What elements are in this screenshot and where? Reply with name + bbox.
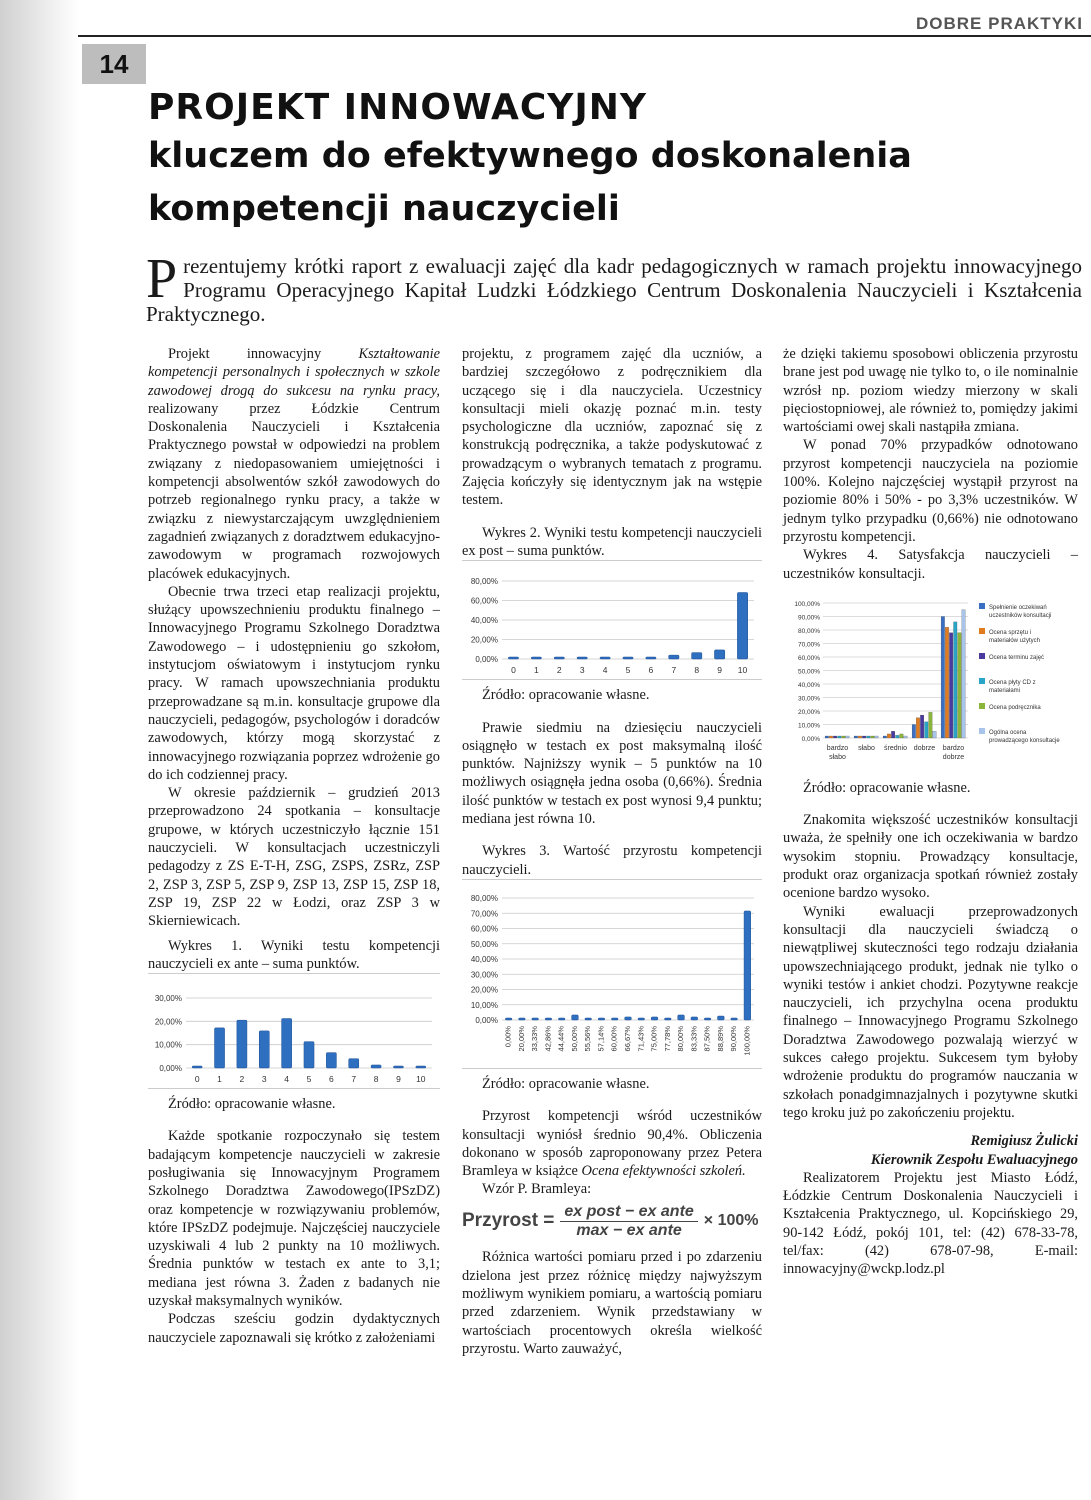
bar [393,1066,403,1068]
bar [829,736,833,738]
x-tick-label: 9 [717,665,723,676]
bar [611,1018,618,1020]
y-tick-label: 90,00% [797,614,820,622]
x-tick-label: 0 [194,1074,200,1085]
title-line-3: kompetencji nauczycieli [148,189,620,229]
legend-label: Ogólna ocena [989,729,1027,736]
bar [941,616,945,738]
x-tick-label: 57,14% [596,1025,606,1052]
x-tick-label: 5 [306,1074,312,1085]
bar [600,657,610,659]
bar [691,1017,698,1020]
bar [692,653,702,659]
bar [744,911,751,1020]
bar [646,657,656,659]
bar [585,1018,592,1020]
y-tick-label: 40,00% [470,954,498,964]
col2-paragraph-1: projektu, z programem zajęć dla uczniów, a bardziej szczegółowo z podręcznikiem dla uczącego się i dla nauczyciela. Uczestnicy konsultacji mieli okazję poznać m.in. testy psychologiczne dla uczniów, zapoznać się z konstrukcją podręcznika, a także podyskutować z prowadzącym o wybranych tematach z programu. Zajęcia kończyły się identycznym jak na wstępie testem. [462,346,762,509]
x-tick-label: 0 [511,665,516,676]
bar [945,627,949,738]
bar [192,1066,202,1068]
bar [598,1018,605,1020]
legend-label: Ocena sprzętu i [989,629,1032,636]
col1-paragraph-4: Każde spotkanie rozpoczynało się testem badającym kompetencje nauczycieli w zakresie posługiwania się Innowacyjnym Programem Szkolnego Doradztwa Zawodowego(IPSzDZ) oraz kompetencje w rozwiązywaniu problemów, które IPSzDZ podejmuje. Najczęściej nauczyciele uzyskiwali 4 lub 2 punkty na 10 możliwych. Średnia punktów w testach ex ante to 3,1; mediana jest równa 3. Żaden z badanych nie uzyskał maksymalnych wyników. [148,1128,440,1310]
col3-paragraph-5: Realizatorem Projektu jest Miasto Łódź, Łódzkie Centrum Doskonalenia Nauczycieli i Kształcenia Praktycznego, ul. Kopcińskiego 29, 90-142 Łódź, pokój 101, tel: (42) 678-33-78, tel/fax: (42) 678-07-98, E-mail: innowacyjny@wckp.lodz.pl [783,1169,1078,1278]
y-tick-label: 60,00% [797,654,820,662]
x-tick-label: 1 [533,665,539,676]
x-tick-label: 8 [373,1074,379,1085]
col1-p1-italic: Kształtowanie kompetencji personalnych i społecznych w szkole zawodowej drogą do sukcesu na rynku pracy, [148,346,440,399]
x-tick-label: 90,00% [729,1025,739,1052]
chart1-source: Źródło: opracowanie własne. [168,1096,336,1113]
legend-label: Ocena podręcznika [989,704,1041,711]
header-rule [78,35,1091,37]
drop-cap: P [146,248,178,310]
x-tick-label: 80,00% [676,1025,686,1052]
x-tick-label: słabo [829,753,846,761]
legend-swatch [979,678,985,684]
y-tick-label: 70,00% [470,909,498,919]
x-tick-label: 75,00% [649,1025,659,1052]
y-tick-label: 50,00% [470,939,498,949]
y-tick-label: 10,00% [797,722,820,730]
bar [825,736,829,738]
bar [949,633,953,738]
bar [625,1017,632,1020]
bar [920,715,924,738]
x-tick-label: 10 [416,1074,426,1085]
x-tick-label: 8 [694,665,700,676]
bar [558,1018,565,1020]
y-tick-label: 20,00% [797,708,820,716]
x-tick-label: 83,33% [689,1025,699,1052]
x-tick-label: 1 [217,1074,222,1085]
bar [532,1018,539,1020]
bar [519,1018,526,1020]
x-tick-label: 55,56% [583,1025,593,1052]
x-tick-label: 71,43% [636,1025,646,1052]
bar [505,1018,512,1020]
legend-label: Spełnienie oczekiwań [989,604,1047,611]
chart2-frame [462,560,762,680]
x-tick-label: 66,67% [623,1025,632,1052]
title-line-2: kluczem do efektywnego doskonalenia [148,136,912,176]
y-tick-label: 0,00% [801,735,820,743]
bar [854,736,858,738]
chart4-source: Źródło: opracowanie własne. [803,779,971,796]
author-name: Remigiusz Żulicki [970,1133,1078,1150]
x-tick-label: 4 [284,1074,290,1085]
formula-fraction [560,1203,697,1241]
col2-p3-text: Przyrost kompetencji wśród uczestników konsultacji wyniósł średnio 90,4%. Obliczenia dokonano w sposób zaproponowany przez Petera Bramleya w książce [462,1108,762,1180]
y-tick-label: 50,00% [797,668,820,676]
bar [875,736,879,738]
col3-paragraph-1: że dzięki takiemu sposobowi obliczenia przyrostu brane jest pod uwagę nie tylko to, o ile nominalnie wzrósł np. poziom wiedzy mierzony w skali pięciostopniowej, ale również to, pomiędzy jakimi wartościami owej skali nastąpiła zmiana. [783,346,1078,436]
col1-paragraph-2: Obecnie trwa trzeci etap realizacji projektu, służący upowszechnieniu produktu finalnego – Innowacyjnego Programu Szkolnego Doradztwa Zawodowego – i udostępnieniu go szkołom, instytucjom oświatowym i instytucjom rynku pracy. W ramach upowszechniania produktu przeprowadzane są m.in. konsultacje grupowe dla nauczycieli, pedagogów, psychologów i doradców zawodowych, którzy mogą skorzystać z innowacyjnego rozwiązania poprzez wdrożenie go do ich codziennej pracy. [148,583,440,783]
bar [887,734,891,738]
col3-paragraph-3: Znakomita większość uczestników konsultacji uważa, że spełniły one ich oczekiwania w bardzo wysokim stopniu. Prowadzący konsultacje, produkt oraz organizacja spotkań również zostały ocenione bardzo wysoko. [783,812,1078,902]
y-tick-label: 10,00% [470,1000,498,1010]
bar [416,1066,426,1068]
x-tick-label: 60,00% [609,1025,619,1052]
bar [958,633,962,738]
author-role: Kierownik Zespołu Ewaluacyjnego [870,1151,1078,1168]
y-tick-label: 0,00% [475,1015,498,1025]
y-tick-label: 30,00% [470,970,498,980]
col1-p1-text-b: realizowany przez Łódzkie Centrum Doskonalenia Nauczycieli i Kształcenia Praktycznego powstał w odpowiedzi na problem związany z niedopasowaniem umiejętności i kompetencji absolwentów szkół zawodowych do potrzeb regionalnego rynku pracy, a także w związku z niewystarczającym uwzględnieniem zagadnień związanych z doradztwem edukacyjno-zawodowym w programach rozwojowych placówek edukacyjnych. [148,400,440,582]
col2-paragraph-4: Różnica wartości pomiaru przed i po zdarzeniu dzielona jest przez różnicę między najwyższym możliwym wynikiem pomiaru, a wartością pomiaru przed zdarzeniem. Wynik przedstawiany w wartościach procentowych określa wielkość przyrostu. Warto zauważyć, [462,1249,762,1357]
column-3 [783,345,1078,1279]
col3-paragraph-2: W ponad 70% przypadków odnotowano przyrost kompetencji nauczyciela na poziomie 100%. Kolejno najczęściej wystąpił przyrost na poziomie 80% i 50% - po 3,3% uczestników. W jednym tylko przypadku (0,66%) nie odnotowano przyrostu kompetencji. [783,437,1078,545]
bar [838,736,842,738]
chart2-caption: Wykres 2. Wyniki testu kompetencji nauczycieli ex post – suma punktów. [462,524,762,559]
bar [862,736,866,738]
chart-wykres-1 [148,984,440,1088]
y-tick-label: 40,00% [797,681,820,689]
col2-paragraph-3 [462,1107,762,1180]
legend-swatch [979,728,985,734]
bar [896,735,900,738]
chart-wykres-3 [462,890,762,1068]
bar [737,593,747,659]
bar [651,1017,658,1020]
bar [237,1020,247,1068]
lead-text: rezentujemy krótki raport z ewaluacji zajęć dla kadr pedagogicznych w ramach projektu innowacyjnego Programu Operacyjnego Kapitał Ludzki Łódzkiego Centrum Doskonalenia Nauczycieli i Kształcenia Praktycznego. [146,254,1082,326]
legend-label: prowadzącego konsultacje [989,737,1060,744]
bar [846,736,850,738]
bar [718,1016,725,1020]
x-tick-label: 9 [396,1074,401,1085]
bar [664,1018,671,1020]
col2-paragraph-2: Prawie siedmiu na dziesięciu nauczycieli osiągnęło w testach ex post maksymalną ilość punktów. Najniższy wynik – 5 punktów na 10 możliwych osiągnęła jedna osoba (0,66%). Średnia ilość punktów w testach ex post wynosi 9,4 punktu; mediana jest równa 10. [462,719,762,828]
bar [731,1018,738,1020]
chart-wykres-2 [462,571,762,679]
bar [638,1018,645,1020]
x-tick-label: 2 [239,1074,245,1085]
x-tick-label: 4 [602,665,608,676]
legend-label: uczestników konsultacji [989,612,1052,619]
formula-numerator: ex post − ex ante [560,1203,697,1222]
x-tick-label: 77,78% [662,1025,672,1052]
bar [929,712,933,738]
chart3-caption: Wykres 3. Wartość przyrostu kompetencji nauczycieli. [462,843,762,878]
title-line-1: PROJEKT INNOWACYJNY [148,87,647,128]
x-tick-label: 7 [671,665,677,676]
x-tick-label: słabo [858,744,875,752]
col1-paragraph-1 [148,345,440,583]
y-tick-label: 0,00% [159,1064,182,1074]
y-tick-label: 10,00% [154,1040,182,1050]
col1-p1-text-a: Projekt innowacyjny [168,346,359,362]
bar [259,1031,269,1068]
bar [871,736,875,738]
x-tick-label: 42,86% [543,1025,553,1052]
legend-label: materiałów użytych [989,637,1041,644]
x-tick-label: 5 [625,665,631,676]
x-tick-label: 44,44% [556,1025,566,1052]
legend-swatch [979,703,985,709]
chart2-source: Źródło: opracowanie własne. [482,687,650,704]
x-tick-label: średnio [884,744,907,752]
x-tick-label: 87,50% [702,1025,712,1052]
y-tick-label: 0,00% [475,655,498,665]
x-tick-label: bardzo [826,744,849,752]
column-2 [462,345,762,1358]
x-tick-label: 20,00% [516,1025,526,1052]
bar [714,650,724,659]
chart3-frame [462,879,762,1069]
legend-label: Ocena terminu zajęć [989,654,1045,661]
x-tick-label: 7 [351,1074,357,1085]
bar [545,1018,552,1020]
bar [577,657,587,659]
bar [925,722,929,738]
y-tick-label: 20,00% [154,1017,182,1027]
bar [623,657,633,659]
bar [833,736,837,738]
legend-swatch [979,653,985,659]
x-tick-label: 3 [261,1074,267,1085]
section-label: DOBRE PRAKTYKI [915,14,1083,33]
y-tick-label: 20,00% [470,635,498,645]
x-tick-label: 0,00% [503,1025,513,1048]
y-tick-label: 20,00% [470,985,498,995]
y-tick-label: 80,00% [470,577,498,587]
y-tick-label: 40,00% [470,616,498,626]
chart4-caption: Wykres 4. Satysfakcja nauczycieli – uczestników konsultacji. [783,547,1078,582]
col1-paragraph-5: Podczas sześciu godzin dydaktycznych nauczyciele zapoznawali się krótko z założeniami [148,1311,440,1346]
bar [916,718,920,738]
bar [867,736,871,738]
x-tick-label: 10 [737,665,748,676]
legend-swatch [979,628,985,634]
col2-p3-italic: Ocena efektywności szkoleń. [581,1163,746,1180]
legend-label: materiałami [989,687,1021,694]
chart1-caption: Wykres 1. Wyniki testu kompetencji nauczycieli ex ante – suma punktów. [148,937,440,972]
col3-paragraph-4: Wyniki ewaluacji przeprowadzonych konsultacji dla nauczycieli świadczą o niewątpliwej skuteczności tego rodzaju działania upowszechniającego produkt, jednak nie tylko o wyniki testów i ankiet chodzi. Pozytywne reakcje nauczycieli, ich przychylna ocena produktu finalnego – Innowacyjnego Programu Szkolnego Doradztwa Zawodowego pozwalają wierzyć w sukces całego projektu. Sukcesem tym byłoby wdrożenie produktu do programów nauczania w szkołach ponadgimnazjalnych i pozytywne skutki tego kroku już po zakończeniu projektu. [783,903,1078,1121]
bar [891,731,895,738]
x-tick-label: 88,89% [715,1025,725,1052]
bar [678,1015,685,1020]
x-tick-label: bardzo [942,744,965,752]
page-number: 14 [82,44,146,84]
bar [842,736,846,738]
bar [371,1065,381,1068]
bar [508,657,518,659]
formula-label: Przyrost = [462,1210,555,1232]
page-edge-shadow [0,0,80,1500]
x-tick-label: 3 [579,665,585,676]
y-tick-label: 30,00% [154,994,182,1004]
x-tick-label: 6 [328,1074,334,1085]
formula-denominator: max − ex ante [576,1222,682,1240]
bar [904,736,908,738]
bar [349,1059,359,1068]
chart1-frame [148,973,440,1089]
x-tick-label: 50,00% [569,1025,579,1052]
bar [883,736,887,738]
y-tick-label: 70,00% [797,641,820,649]
legend-label: Ocena płyty CD z [989,679,1036,686]
bar [704,1018,711,1020]
bar [912,724,916,738]
col1-paragraph-3: W okresie październik – grudzień 2013 przeprowadzono 24 spotkania – konsultacje grupowe, w których uczestniczyło łącznie 151 nauczycieli. W konsultacjach uczestniczyli pedagodzy z ZS E-T-H, ZSG, ZSPS, ZSRz, ZSP 2, ZSP 3, ZSP 5, ZSP 9, ZSP 13, ZSP 15, ZSP 18, ZSP 19, ZSP 22 w Łodzi, oraz ZSP 3 w Skierniewicach. [148,785,440,930]
bramley-formula [462,1203,762,1241]
bar [554,657,564,659]
bar [933,731,937,738]
formula-multiplier: × 100% [703,1212,759,1230]
legend-swatch [979,603,985,609]
y-tick-label: 100,00% [794,600,820,608]
x-tick-label: dobrze [942,753,965,761]
y-tick-label: 30,00% [797,695,820,703]
article-title [148,86,1078,236]
x-tick-label: dobrze [913,744,936,752]
x-tick-label: 2 [556,665,562,676]
x-tick-label: 6 [648,665,654,676]
bar [572,1015,579,1020]
column-1 [148,345,440,1347]
chart3-source: Źródło: opracowanie własne. [482,1075,650,1092]
x-tick-label: 100,00% [742,1025,752,1056]
bar [215,1028,225,1068]
chart-wykres-4 [783,593,1078,773]
bar [900,734,904,738]
bar [304,1042,314,1068]
bar [858,736,862,738]
x-tick-label: 33,33% [530,1025,540,1052]
formula-intro: Wzór P. Bramleya: [482,1181,592,1198]
y-tick-label: 80,00% [470,893,498,903]
bar [962,610,966,738]
bar [669,655,679,659]
bar [954,622,958,738]
bar [531,657,541,659]
bar [326,1053,336,1068]
y-tick-label: 60,00% [470,596,498,606]
lead-paragraph [146,248,1082,326]
y-tick-label: 60,00% [470,924,498,934]
bar [282,1019,292,1068]
y-tick-label: 80,00% [797,627,820,635]
